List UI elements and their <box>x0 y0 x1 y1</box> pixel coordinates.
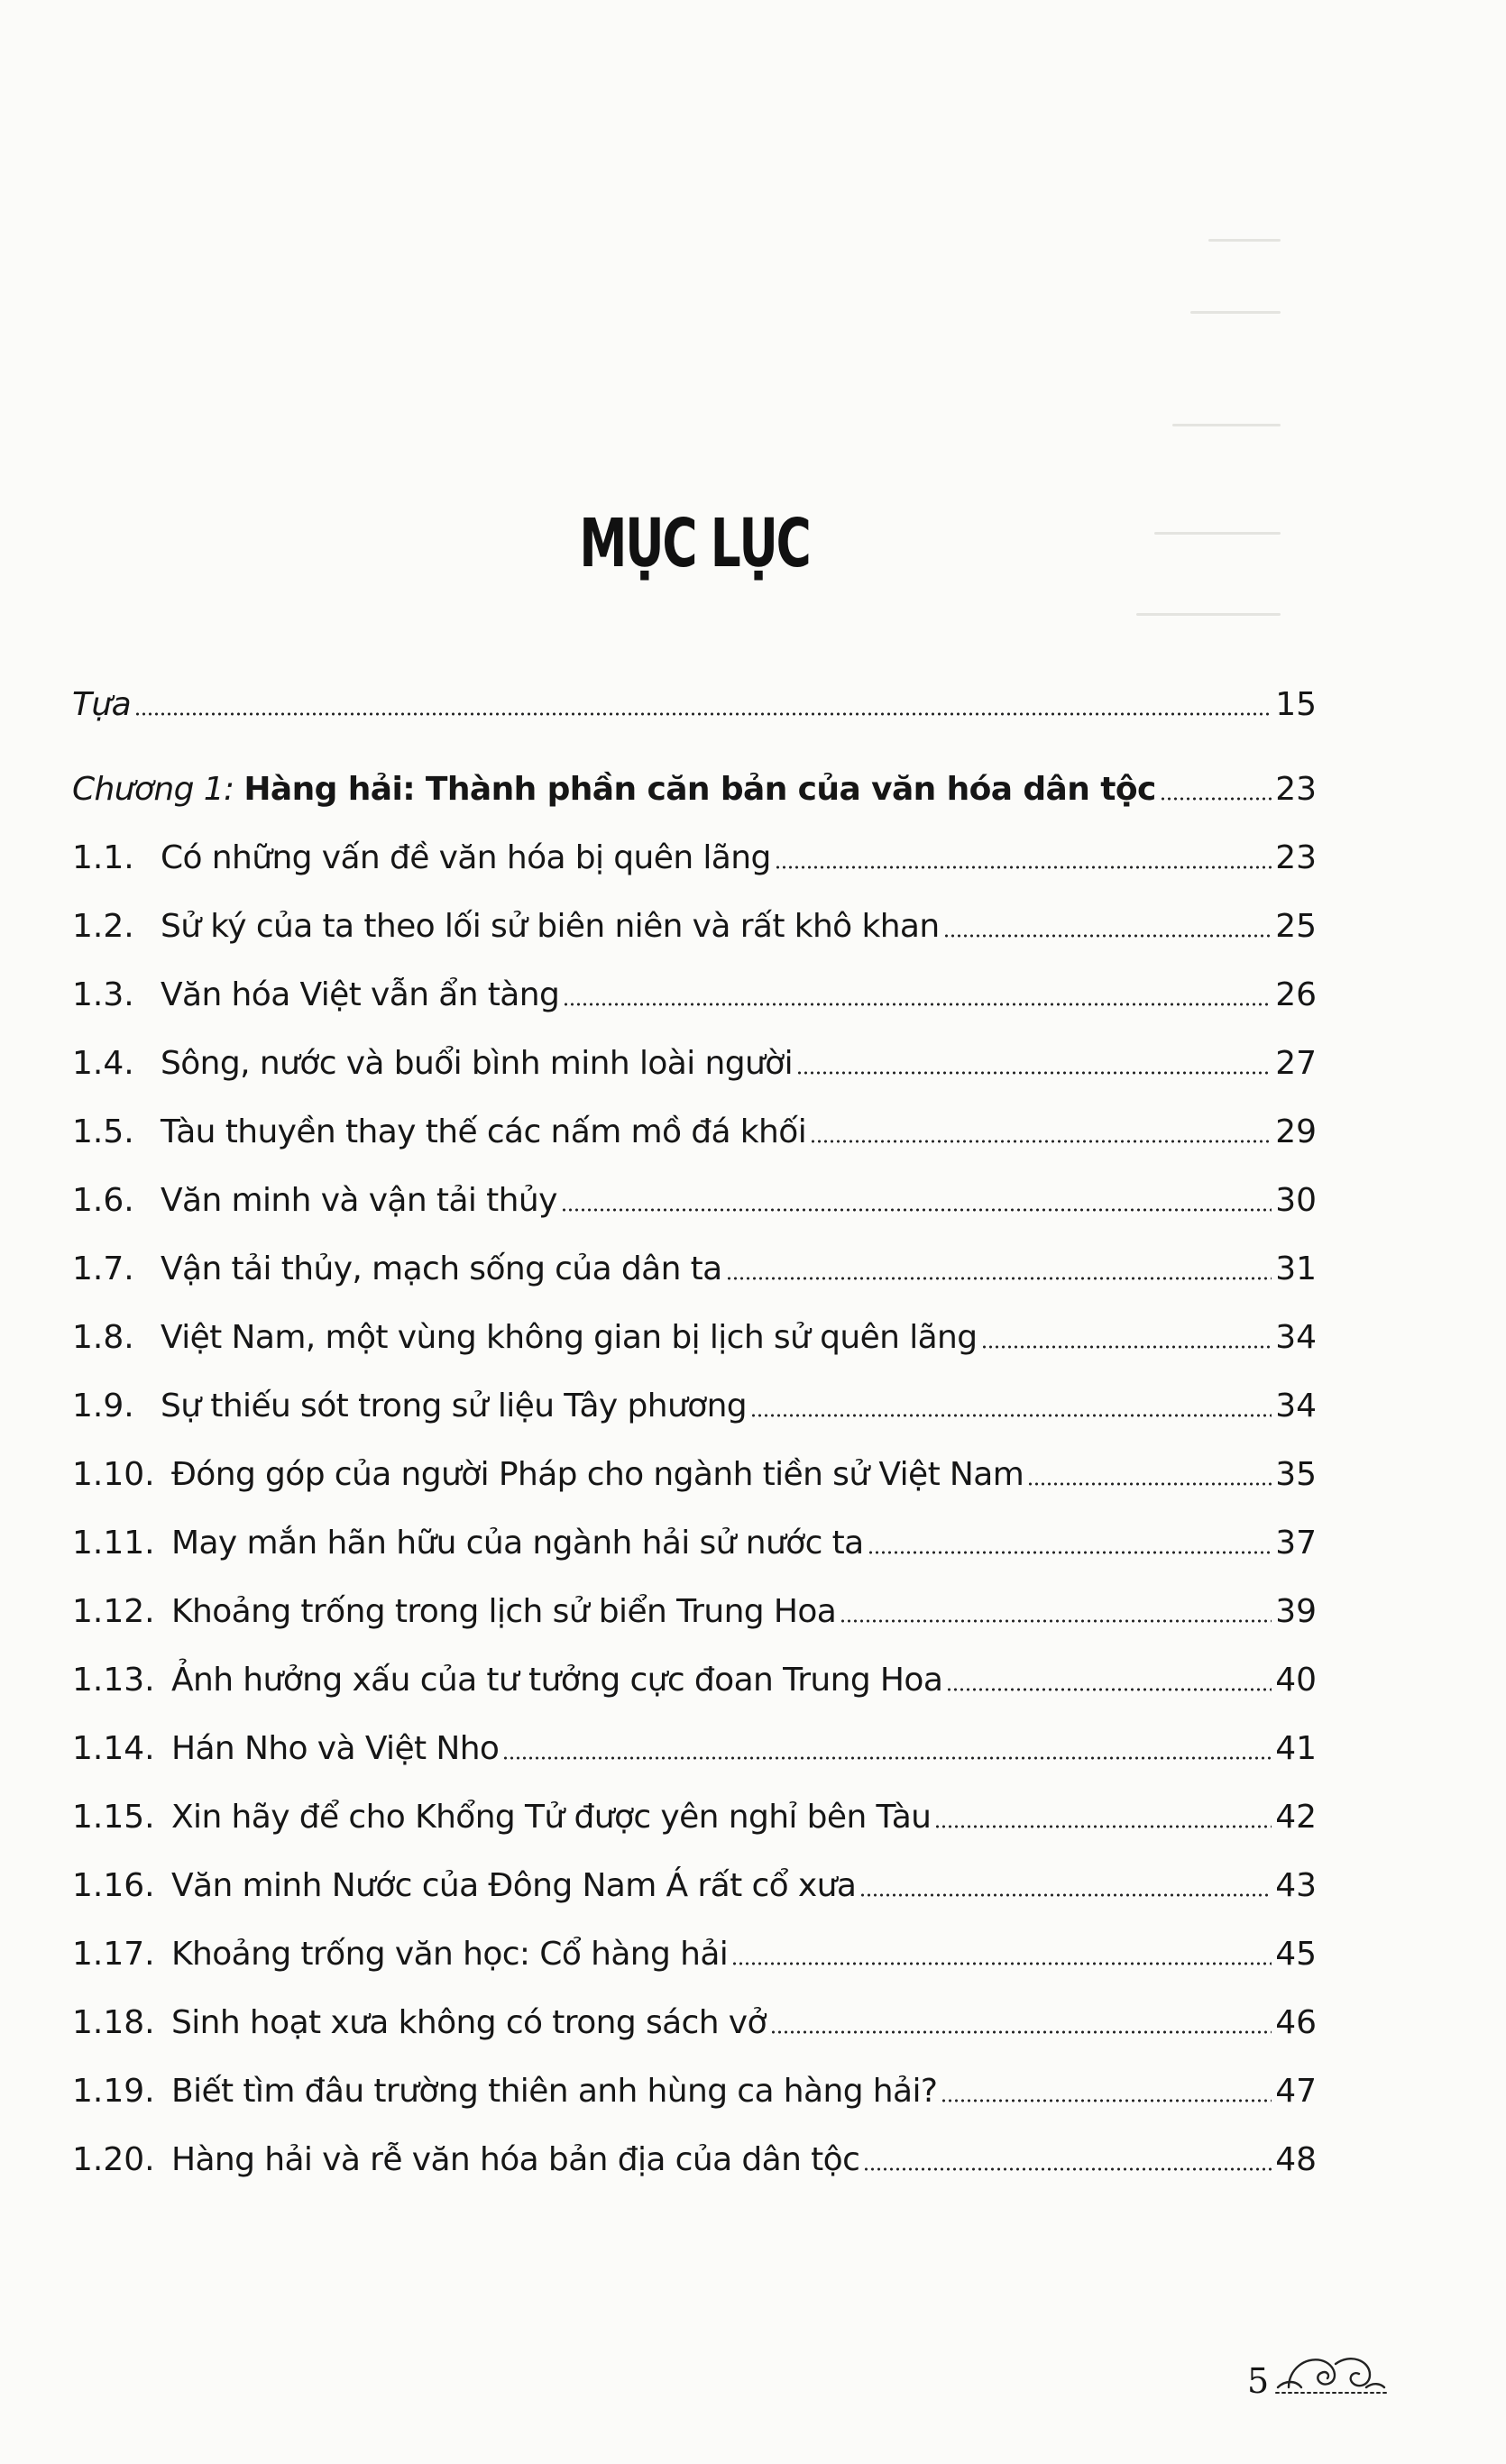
dot-leader <box>941 2098 1272 2103</box>
toc-entry[interactable] <box>72 1935 1317 1974</box>
toc-page-number: 37 <box>1275 1525 1317 1562</box>
toc-entry[interactable] <box>72 1592 1317 1632</box>
toc-entry[interactable] <box>72 1318 1317 1358</box>
show-through-line <box>1136 613 1281 616</box>
toc-entry-label: Sử ký của ta theo lối sử biên niên và rất khô khan <box>161 908 940 945</box>
toc-entry[interactable] <box>72 1387 1317 1426</box>
chapter-prefix: Chương 1: <box>72 771 244 808</box>
toc-entry-label: Tựa <box>72 686 132 723</box>
dot-leader <box>934 1824 1272 1829</box>
toc-entry-label: Biết tìm đâu trường thiên anh hùng ca hàng hải? <box>171 2073 938 2110</box>
toc-page-number: 48 <box>1275 2141 1317 2178</box>
show-through-line <box>1172 424 1281 426</box>
toc-page-number: 39 <box>1275 1593 1317 1630</box>
toc-page-number: 23 <box>1275 771 1317 808</box>
toc-page-number: 23 <box>1275 839 1317 876</box>
dot-leader <box>859 1892 1272 1898</box>
toc-page-number: 34 <box>1275 1319 1317 1356</box>
section-number: 1.13. <box>72 1662 155 1699</box>
toc-page-number: 27 <box>1275 1045 1317 1082</box>
toc-entry[interactable] <box>72 1181 1317 1221</box>
toc-entry-label: Đóng góp của người Pháp cho ngành tiền sử Việt Nam <box>171 1456 1024 1493</box>
show-through-line <box>1190 311 1281 314</box>
dot-leader <box>561 1207 1272 1213</box>
section-number: 1.19. <box>72 2073 155 2110</box>
section-number: 1.10. <box>72 1456 155 1493</box>
toc-entry-label: Sinh hoạt xưa không có trong sách vở <box>171 2004 767 2041</box>
toc-page-number: 43 <box>1275 1867 1317 1904</box>
section-number: 1.18. <box>72 2004 155 2041</box>
dot-leader <box>1027 1481 1272 1487</box>
section-number: 1.17. <box>72 1936 155 1973</box>
toc-entry[interactable] <box>72 1250 1317 1289</box>
section-number: 1.12. <box>72 1593 155 1630</box>
toc-entry[interactable] <box>72 1044 1317 1084</box>
toc-entry-label: Có những vấn đề văn hóa bị quên lãng <box>161 839 771 876</box>
section-number: 1.2. <box>72 908 134 945</box>
section-number: 1.15. <box>72 1799 155 1836</box>
toc-entry[interactable] <box>72 1661 1317 1700</box>
toc-page-number: 34 <box>1275 1388 1317 1424</box>
toc-entry[interactable] <box>72 2003 1317 2043</box>
chapter-title: Hàng hải: Thành phần căn bản của văn hóa dân tộc <box>243 771 1156 808</box>
section-number: 1.11. <box>72 1525 155 1562</box>
toc-page-number: 41 <box>1275 1730 1317 1767</box>
toc-entry-label: Khoảng trống trong lịch sử biển Trung Hoa <box>171 1593 837 1630</box>
dot-leader <box>502 1755 1272 1761</box>
toc-entry-label: Việt Nam, một vùng không gian bị lịch sử quên lãng <box>161 1319 978 1356</box>
dot-leader <box>1160 796 1272 801</box>
toc-entry-label: Văn hóa Việt vẫn ẩn tàng <box>161 976 560 1013</box>
toc-entry[interactable] <box>72 1798 1317 1837</box>
dot-leader <box>796 1070 1272 1076</box>
section-number: 1.5. <box>72 1113 134 1150</box>
toc-entry-label: Ảnh hưởng xấu của tư tưởng cực đoan Trung Hoa <box>171 1662 943 1699</box>
section-number: 1.4. <box>72 1045 134 1082</box>
toc-entry[interactable] <box>72 2140 1317 2180</box>
toc-entry[interactable] <box>72 1113 1317 1152</box>
dot-leader <box>726 1276 1272 1281</box>
toc-entry-label: Vận tải thủy, mạch sống của dân ta <box>161 1250 722 1287</box>
section-number: 1.7. <box>72 1250 134 1287</box>
toc-entry-label: Văn minh và vận tải thủy <box>161 1182 557 1219</box>
toc-page-number: 42 <box>1275 1799 1317 1836</box>
toc-page-number: 15 <box>1275 686 1317 723</box>
toc-page-number: 29 <box>1275 1113 1317 1150</box>
dot-leader <box>810 1139 1272 1144</box>
dot-leader <box>981 1344 1272 1350</box>
toc-entry-label: Khoảng trống văn học: Cổ hàng hải <box>171 1936 729 1973</box>
toc-page-number: 45 <box>1275 1936 1317 1973</box>
section-number: 1.9. <box>72 1388 134 1424</box>
toc-entry[interactable] <box>72 838 1317 878</box>
toc-entry-label: Tàu thuyền thay thế các nấm mồ đá khối <box>161 1113 807 1150</box>
toc-entry-label: Sông, nước và buổi bình minh loài người <box>161 1045 793 1082</box>
dot-leader <box>731 1961 1272 1966</box>
show-through-line <box>1208 239 1281 242</box>
wave-ornament-icon <box>1272 2344 1390 2398</box>
dot-leader <box>750 1413 1272 1418</box>
page-title: MỤC LỤC <box>579 504 810 582</box>
section-number: 1.3. <box>72 976 134 1013</box>
section-number: 1.8. <box>72 1319 134 1356</box>
dot-leader <box>770 2029 1272 2035</box>
toc-entry-label: Văn minh Nước của Đông Nam Á rất cổ xưa <box>171 1867 857 1904</box>
toc-entry[interactable] <box>72 1524 1317 1563</box>
page-number: 5 <box>1247 2361 1270 2401</box>
toc-entry-label: May mắn hãn hữu của ngành hải sử nước ta <box>171 1525 864 1562</box>
toc-entry[interactable] <box>72 976 1317 1015</box>
toc-page-number: 35 <box>1275 1456 1317 1493</box>
table-of-contents <box>72 685 1317 2180</box>
toc-entry[interactable] <box>72 1455 1317 1495</box>
toc-entry-preface[interactable] <box>72 685 1317 725</box>
toc-page-number: 25 <box>1275 908 1317 945</box>
toc-entry-label: Hán Nho và Việt Nho <box>171 1730 500 1767</box>
toc-entry[interactable] <box>72 1866 1317 1906</box>
dot-leader <box>946 1687 1272 1692</box>
section-number: 1.1. <box>72 839 134 876</box>
page-footer <box>1247 2344 1390 2401</box>
dot-leader <box>943 933 1272 939</box>
dot-leader <box>840 1618 1272 1624</box>
dot-leader <box>134 711 1272 717</box>
dot-leader <box>868 1550 1272 1555</box>
section-number: 1.6. <box>72 1182 134 1219</box>
toc-entry[interactable] <box>72 907 1317 947</box>
toc-page-number: 46 <box>1275 2004 1317 2041</box>
toc-entry[interactable] <box>72 1729 1317 1769</box>
toc-entry-label: Sự thiếu sót trong sử liệu Tây phương <box>161 1388 748 1424</box>
toc-entry-label: Hàng hải và rễ văn hóa bản địa của dân tộc <box>171 2141 860 2178</box>
dot-leader <box>863 2166 1272 2172</box>
section-number: 1.16. <box>72 1867 155 1904</box>
toc-page-number: 31 <box>1275 1250 1317 1287</box>
section-number: 1.14. <box>72 1730 155 1767</box>
dot-leader <box>775 865 1272 870</box>
toc-entry[interactable] <box>72 2072 1317 2111</box>
section-number: 1.20. <box>72 2141 155 2178</box>
toc-entry-label: Xin hãy để cho Khổng Tử được yên nghỉ bên Tàu <box>171 1799 932 1836</box>
toc-page-number: 26 <box>1275 976 1317 1013</box>
toc-page-number: 30 <box>1275 1182 1317 1219</box>
dot-leader <box>563 1002 1272 1007</box>
toc-entry-label <box>72 770 1156 810</box>
toc-page-number: 40 <box>1275 1662 1317 1699</box>
toc-page-number: 47 <box>1275 2073 1317 2110</box>
toc-entry-chapter-1[interactable] <box>72 770 1317 810</box>
